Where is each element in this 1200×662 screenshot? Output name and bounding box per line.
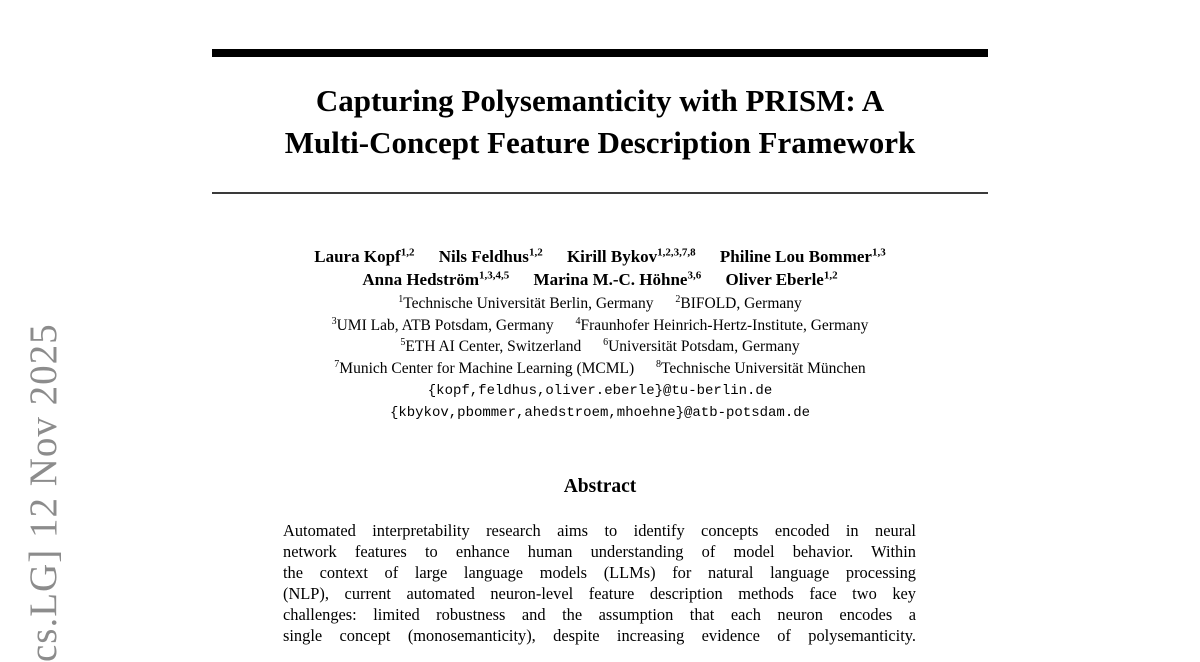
affiliation-entry [400,338,581,355]
affiliation-text: UMI Lab, ATB Potsdam, Germany [336,316,554,334]
affiliation-entry [398,295,653,312]
author-name [362,270,509,289]
author-affiliation-superscript: 3,6 [687,269,702,282]
affiliation-superscript: 1 [398,293,404,305]
affiliation-entry [656,360,866,377]
title-rule-bottom [212,192,988,194]
affiliation-entry [603,338,800,355]
affiliation-entry [334,360,634,377]
author-name [534,270,702,289]
abstract-text-line: challenges: limited robustness and the assumption that each neuron encodes a [283,605,916,625]
author-affiliation-superscript: 1,2,3,7,8 [657,246,696,259]
affiliation-superscript: 8 [656,358,662,370]
affiliation-superscript: 6 [603,336,609,348]
author-line-2 [0,268,1200,291]
affiliation-superscript: 4 [575,315,581,327]
email-line-2: {kbykov,pbommer,ahedstroem,mhoehne}@atb-potsdam.de [389,405,811,421]
paper-title-line1: Capturing Polysemanticity with PRISM: A [315,83,885,118]
author-line-1 [0,245,1200,268]
author-name-text: Oliver Eberle [725,270,824,289]
affiliation-superscript: 5 [400,336,406,348]
author-name [720,247,886,266]
abstract-text [283,520,916,647]
affiliation-line-1 [0,293,1200,315]
abstract-text-line: single concept (monosemanticity), despite increasing evidence of polysemanticity. [283,626,916,646]
author-name-text: Marina M.-C. Höhne [533,270,688,289]
author-affiliation-superscript: 1,2 [400,246,415,259]
abstract-text-line: the context of large language models (LLMs) for natural language processing [283,563,916,583]
affiliation-line-4 [0,358,1200,380]
author-affiliation-superscript: 1,3 [871,246,886,259]
affiliation-text: Technische Universität München [661,359,866,377]
affiliation-entry [575,317,868,334]
affiliation-line-3 [0,336,1200,358]
author-block [0,245,1200,291]
author-name-text: Kirill Bykov [566,247,658,266]
affiliation-text: Universität Potsdam, Germany [608,338,800,355]
affiliation-text: Fraunhofer Heinrich-Hertz-Institute, Germany [580,316,869,334]
affiliation-text: BIFOLD, Germany [680,295,802,312]
affiliation-text: Munich Center for Machine Learning (MCML) [339,359,635,377]
author-name [567,247,696,266]
author-name-text: Nils Feldhus [438,247,529,266]
author-name [439,247,543,266]
paper-title [100,80,1100,164]
affiliation-superscript: 2 [675,293,681,305]
affiliation-block [0,293,1200,379]
author-name-text: Laura Kopf [314,247,401,266]
email-block [0,380,1200,424]
affiliation-line-2 [0,315,1200,337]
author-affiliation-superscript: 1,3,4,5 [479,269,510,282]
affiliation-entry [675,295,801,312]
affiliation-superscript: 3 [331,315,337,327]
author-name [725,270,837,289]
arxiv-watermark: cs.LG] 12 Nov 2025 [22,323,65,662]
affiliation-text: Technische Universität Berlin, Germany [403,295,654,312]
author-name-text: Philine Lou Bommer [719,247,872,266]
author-affiliation-superscript: 1,2 [823,269,838,282]
abstract-text-line: network features to enhance human understanding of model behavior. Within [283,542,916,562]
paper-title-line2: Multi-Concept Feature Description Framework [284,125,916,160]
affiliation-superscript: 7 [334,358,340,370]
affiliation-entry [332,317,554,334]
abstract-text-line: Automated interpretability research aims to identify concepts encoded in neural [283,521,916,540]
abstract-text-line: (NLP), current automated neuron-level feature description methods face two key [283,584,916,604]
affiliation-text: ETH AI Center, Switzerland [405,338,582,355]
author-name-text: Anna Hedström [362,270,480,289]
author-name [314,247,414,266]
title-rule-top [212,49,988,57]
email-line-1: {kopf,feldhus,oliver.eberle}@tu-berlin.de [427,383,773,399]
abstract-heading: Abstract [563,476,637,497]
author-affiliation-superscript: 1,2 [528,246,543,259]
